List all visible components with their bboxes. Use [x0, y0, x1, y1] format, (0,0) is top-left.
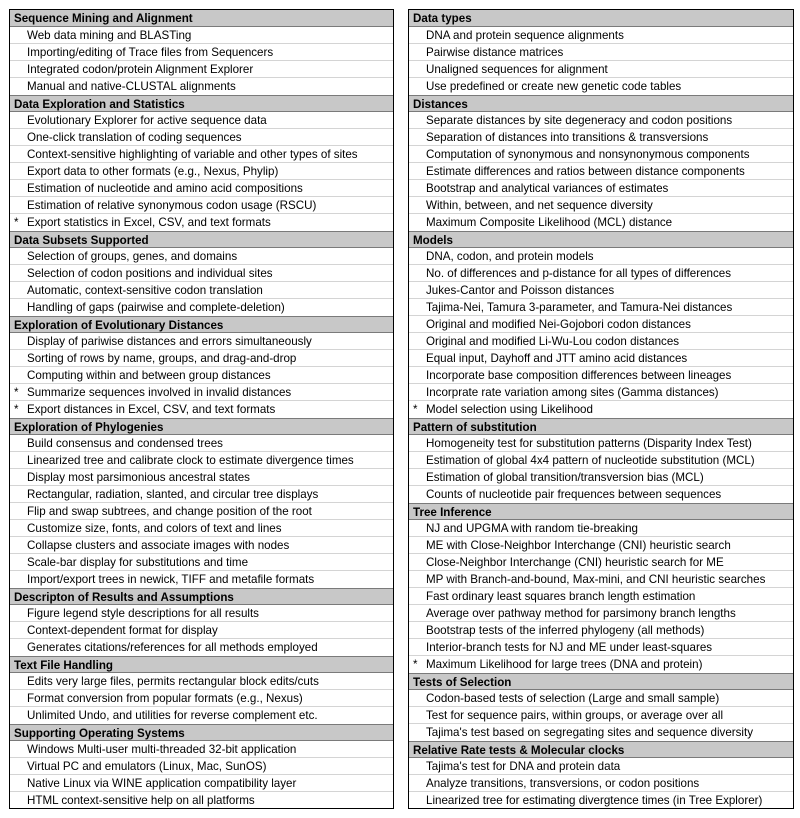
section-title: Data Exploration and Statistics	[10, 95, 393, 112]
asterisk-mark: *	[413, 403, 418, 416]
feature-item	[409, 197, 793, 214]
asterisk-mark: *	[14, 216, 19, 229]
left-feature-column	[9, 9, 394, 809]
section-title: Tree Inference	[409, 503, 793, 520]
feature-item	[409, 707, 793, 724]
feature-item	[409, 384, 793, 401]
feature-text: Tajima-Nei, Tamura 3-parameter, and Tamura-Nei distances	[426, 301, 733, 314]
feature-text: Unlimited Undo, and utilities for reverse complement etc.	[27, 709, 318, 722]
feature-text: Codon-based tests of selection (Large and small sample)	[426, 692, 720, 705]
feature-text: Homogeneity test for substitution patterns (Disparity Index Test)	[426, 437, 752, 450]
feature-text: Display of pariwise distances and errors simultaneously	[27, 335, 312, 348]
feature-item	[409, 690, 793, 707]
feature-item	[409, 469, 793, 486]
feature-text: Computation of synonymous and nonsynonymous components	[426, 148, 750, 161]
feature-item	[409, 44, 793, 61]
feature-item	[409, 605, 793, 622]
feature-text: HTML context-sensitive help on all platforms	[27, 794, 255, 807]
feature-item	[10, 214, 393, 231]
feature-text: Generates citations/references for all methods employed	[27, 641, 318, 654]
right-feature-column	[408, 9, 794, 809]
feature-item	[409, 265, 793, 282]
feature-text: Manual and native-CLUSTAL alignments	[27, 80, 236, 93]
section-title: Text File Handling	[10, 656, 393, 673]
feature-text: Computing within and between group distances	[27, 369, 271, 382]
feature-text: Context-dependent format for display	[27, 624, 218, 637]
section-title: Supporting Operating Systems	[10, 724, 393, 741]
section-data-exploration-and-statistics	[10, 95, 393, 231]
feature-item	[409, 248, 793, 265]
section-exploration-of-evolutionary-distances	[10, 316, 393, 418]
feature-text: Original and modified Li-Wu-Lou codon distances	[426, 335, 680, 348]
section-pattern-of-substitution	[409, 418, 793, 503]
feature-text: Estimation of global transition/transversion bias (MCL)	[426, 471, 704, 484]
feature-text: Tajima's test for DNA and protein data	[426, 760, 621, 773]
feature-item	[409, 299, 793, 316]
feature-item	[10, 384, 393, 401]
feature-item	[10, 248, 393, 265]
feature-item	[409, 622, 793, 639]
section-tests-of-selection	[409, 673, 793, 741]
feature-text: Separation of distances into transitions & transversions	[426, 131, 709, 144]
feature-item	[10, 792, 393, 809]
section-title: Tests of Selection	[409, 673, 793, 690]
feature-text: Linearized tree for estimating divergtence times (in Tree Explorer)	[426, 794, 763, 807]
feature-item	[10, 571, 393, 588]
feature-text: Maximum Likelihood for large trees (DNA and protein)	[426, 658, 703, 671]
feature-item	[10, 622, 393, 639]
section-title: Sequence Mining and Alignment	[10, 10, 393, 27]
asterisk-mark: *	[14, 403, 19, 416]
feature-text: Importing/editing of Trace files from Sequencers	[27, 46, 274, 59]
feature-text: Virtual PC and emulators (Linux, Mac, SunOS)	[27, 760, 267, 773]
feature-text: Linearized tree and calibrate clock to estimate divergence times	[27, 454, 354, 467]
feature-text: Estimation of relative synonymous codon usage (RSCU)	[27, 199, 317, 212]
feature-item	[10, 690, 393, 707]
section-title: Relative Rate tests & Molecular clocks	[409, 741, 793, 758]
feature-text: Interior-branch tests for NJ and ME under least-squares	[426, 641, 713, 654]
feature-text: Use predefined or create new genetic code tables	[426, 80, 682, 93]
feature-item	[10, 554, 393, 571]
feature-text: Evolutionary Explorer for active sequence data	[27, 114, 267, 127]
feature-item	[10, 520, 393, 537]
section-text-file-handling	[10, 656, 393, 724]
feature-text: One-click translation of coding sequences	[27, 131, 242, 144]
feature-item	[10, 78, 393, 95]
feature-item	[409, 129, 793, 146]
feature-text: No. of differences and p-distance for all types of differences	[426, 267, 732, 280]
feature-item	[409, 724, 793, 741]
feature-text: Counts of nucleotide pair frequences between sequences	[426, 488, 722, 501]
feature-item	[409, 520, 793, 537]
feature-item	[10, 146, 393, 163]
feature-text: Separate distances by site degeneracy and codon positions	[426, 114, 733, 127]
feature-item	[10, 163, 393, 180]
section-data-subsets-supported	[10, 231, 393, 316]
feature-item	[409, 163, 793, 180]
feature-text: Web data mining and BLASTing	[27, 29, 192, 42]
feature-text: Windows Multi-user multi-threaded 32-bit application	[27, 743, 297, 756]
feature-item	[10, 44, 393, 61]
feature-item	[10, 112, 393, 129]
section-title: Pattern of substitution	[409, 418, 793, 435]
feature-item	[409, 180, 793, 197]
section-title: Data Subsets Supported	[10, 231, 393, 248]
feature-item	[409, 112, 793, 129]
feature-text: ME with Close-Neighbor Interchange (CNI) heuristic search	[426, 539, 731, 552]
feature-text: Context-sensitive highlighting of variable and other types of sites	[27, 148, 358, 161]
feature-text: Export statistics in Excel, CSV, and text formats	[27, 216, 271, 229]
feature-text: DNA and protein sequence alignments	[426, 29, 624, 42]
feature-text: Pairwise distance matrices	[426, 46, 564, 59]
section-title: Models	[409, 231, 793, 248]
feature-item	[10, 503, 393, 520]
feature-item	[10, 27, 393, 44]
section-descripton-of-results-and-assumptions	[10, 588, 393, 656]
feature-text: DNA, codon, and protein models	[426, 250, 594, 263]
feature-text: Incorporate base composition differences between lineages	[426, 369, 732, 382]
feature-text: Scale-bar display for substitutions and time	[27, 556, 249, 569]
feature-item	[409, 537, 793, 554]
feature-text: Estimation of nucleotide and amino acid compositions	[27, 182, 303, 195]
feature-item	[10, 673, 393, 690]
feature-text: Selection of codon positions and individual sites	[27, 267, 273, 280]
section-distances	[409, 95, 793, 231]
feature-item	[409, 452, 793, 469]
feature-item	[409, 61, 793, 78]
feature-item	[10, 605, 393, 622]
feature-item	[10, 537, 393, 554]
feature-item	[10, 282, 393, 299]
feature-text: Analyze transitions, transversions, or codon positions	[426, 777, 700, 790]
feature-text: NJ and UPGMA with random tie-breaking	[426, 522, 638, 535]
feature-item	[10, 61, 393, 78]
feature-item	[10, 180, 393, 197]
feature-text: Estimate differences and ratios between distance components	[426, 165, 745, 178]
feature-item	[409, 367, 793, 384]
feature-text: Original and modified Nei-Gojobori codon distances	[426, 318, 691, 331]
feature-item	[409, 588, 793, 605]
feature-text: Handling of gaps (pairwise and complete-deletion)	[27, 301, 285, 314]
feature-item	[409, 758, 793, 775]
feature-item	[10, 741, 393, 758]
section-title: Exploration of Phylogenies	[10, 418, 393, 435]
feature-text: Export distances in Excel, CSV, and text formats	[27, 403, 276, 416]
feature-item	[409, 554, 793, 571]
feature-text: Bootstrap tests of the inferred phylogeny (all methods)	[426, 624, 705, 637]
feature-text: Incorprate rate variation among sites (Gamma distances)	[426, 386, 719, 399]
feature-item	[409, 333, 793, 350]
feature-text: Equal input, Dayhoff and JTT amino acid distances	[426, 352, 688, 365]
feature-item	[409, 146, 793, 163]
feature-item	[10, 333, 393, 350]
feature-item	[10, 707, 393, 724]
section-title: Descripton of Results and Assumptions	[10, 588, 393, 605]
feature-item	[10, 639, 393, 656]
feature-text: Export data to other formats (e.g., Nexus, Phylip)	[27, 165, 279, 178]
feature-item	[10, 350, 393, 367]
feature-text: Figure legend style descriptions for all results	[27, 607, 259, 620]
feature-text: Selection of groups, genes, and domains	[27, 250, 238, 263]
feature-text: Bootstrap and analytical variances of estimates	[426, 182, 669, 195]
feature-item	[10, 452, 393, 469]
feature-text: Estimation of global 4x4 pattern of nucleotide substitution (MCL)	[426, 454, 755, 467]
feature-item	[409, 639, 793, 656]
feature-text: Edits very large files, permits rectangular block edits/cuts	[27, 675, 319, 688]
feature-item	[10, 401, 393, 418]
section-sequence-mining-and-alignment	[10, 10, 393, 95]
feature-item	[409, 78, 793, 95]
feature-item	[10, 197, 393, 214]
feature-text: Jukes-Cantor and Poisson distances	[426, 284, 615, 297]
feature-item	[409, 775, 793, 792]
feature-item	[409, 27, 793, 44]
feature-item	[409, 401, 793, 418]
feature-text: Unaligned sequences for alignment	[426, 63, 608, 76]
feature-text: Maximum Composite Likelihood (MCL) distance	[426, 216, 673, 229]
feature-item	[10, 469, 393, 486]
feature-item	[409, 656, 793, 673]
feature-text: MP with Branch-and-bound, Max-mini, and CNI heuristic searches	[426, 573, 766, 586]
feature-text: Close-Neighbor Interchange (CNI) heuristic search for ME	[426, 556, 724, 569]
feature-text: Collapse clusters and associate images with nodes	[27, 539, 290, 552]
feature-text: Flip and swap subtrees, and change position of the root	[27, 505, 312, 518]
feature-text: Rectangular, radiation, slanted, and circular tree displays	[27, 488, 319, 501]
asterisk-mark: *	[14, 386, 19, 399]
feature-text: Import/export trees in newick, TIFF and metafile formats	[27, 573, 315, 586]
feature-item	[409, 792, 793, 809]
section-relative-rate-tests-molecular-clocks	[409, 741, 793, 809]
section-data-types	[409, 10, 793, 95]
feature-item	[10, 129, 393, 146]
feature-item	[10, 299, 393, 316]
feature-text: Average over pathway method for parsimony branch lengths	[426, 607, 736, 620]
feature-item	[10, 486, 393, 503]
feature-text: Customize size, fonts, and colors of text and lines	[27, 522, 282, 535]
section-title: Data types	[409, 10, 793, 27]
feature-item	[10, 367, 393, 384]
feature-text: Within, between, and net sequence diversity	[426, 199, 653, 212]
feature-item	[409, 282, 793, 299]
section-supporting-operating-systems	[10, 724, 393, 809]
feature-text: Model selection using Likelihood	[426, 403, 593, 416]
feature-item	[10, 758, 393, 775]
feature-text: Integrated codon/protein Alignment Explorer	[27, 63, 254, 76]
feature-item	[409, 486, 793, 503]
feature-text: Sorting of rows by name, groups, and drag-and-drop	[27, 352, 297, 365]
feature-item	[409, 214, 793, 231]
feature-item	[409, 316, 793, 333]
feature-item	[409, 435, 793, 452]
feature-text: Format conversion from popular formats (e.g., Nexus)	[27, 692, 303, 705]
feature-text: Build consensus and condensed trees	[27, 437, 223, 450]
section-models	[409, 231, 793, 418]
feature-text: Test for sequence pairs, within groups, or average over all	[426, 709, 724, 722]
asterisk-mark: *	[413, 658, 418, 671]
feature-item	[10, 435, 393, 452]
section-title: Exploration of Evolutionary Distances	[10, 316, 393, 333]
feature-item	[10, 775, 393, 792]
feature-item	[409, 350, 793, 367]
section-title: Distances	[409, 95, 793, 112]
section-exploration-of-phylogenies	[10, 418, 393, 588]
section-tree-inference	[409, 503, 793, 673]
feature-text: Summarize sequences involved in invalid distances	[27, 386, 292, 399]
feature-text: Native Linux via WINE application compatibility layer	[27, 777, 297, 790]
feature-text: Display most parsimonious ancestral states	[27, 471, 250, 484]
feature-item	[409, 571, 793, 588]
feature-text: Fast ordinary least squares branch length estimation	[426, 590, 696, 603]
feature-item	[10, 265, 393, 282]
feature-text: Automatic, context-sensitive codon translation	[27, 284, 263, 297]
feature-text: Tajima's test based on segregating sites and sequence diversity	[426, 726, 754, 739]
